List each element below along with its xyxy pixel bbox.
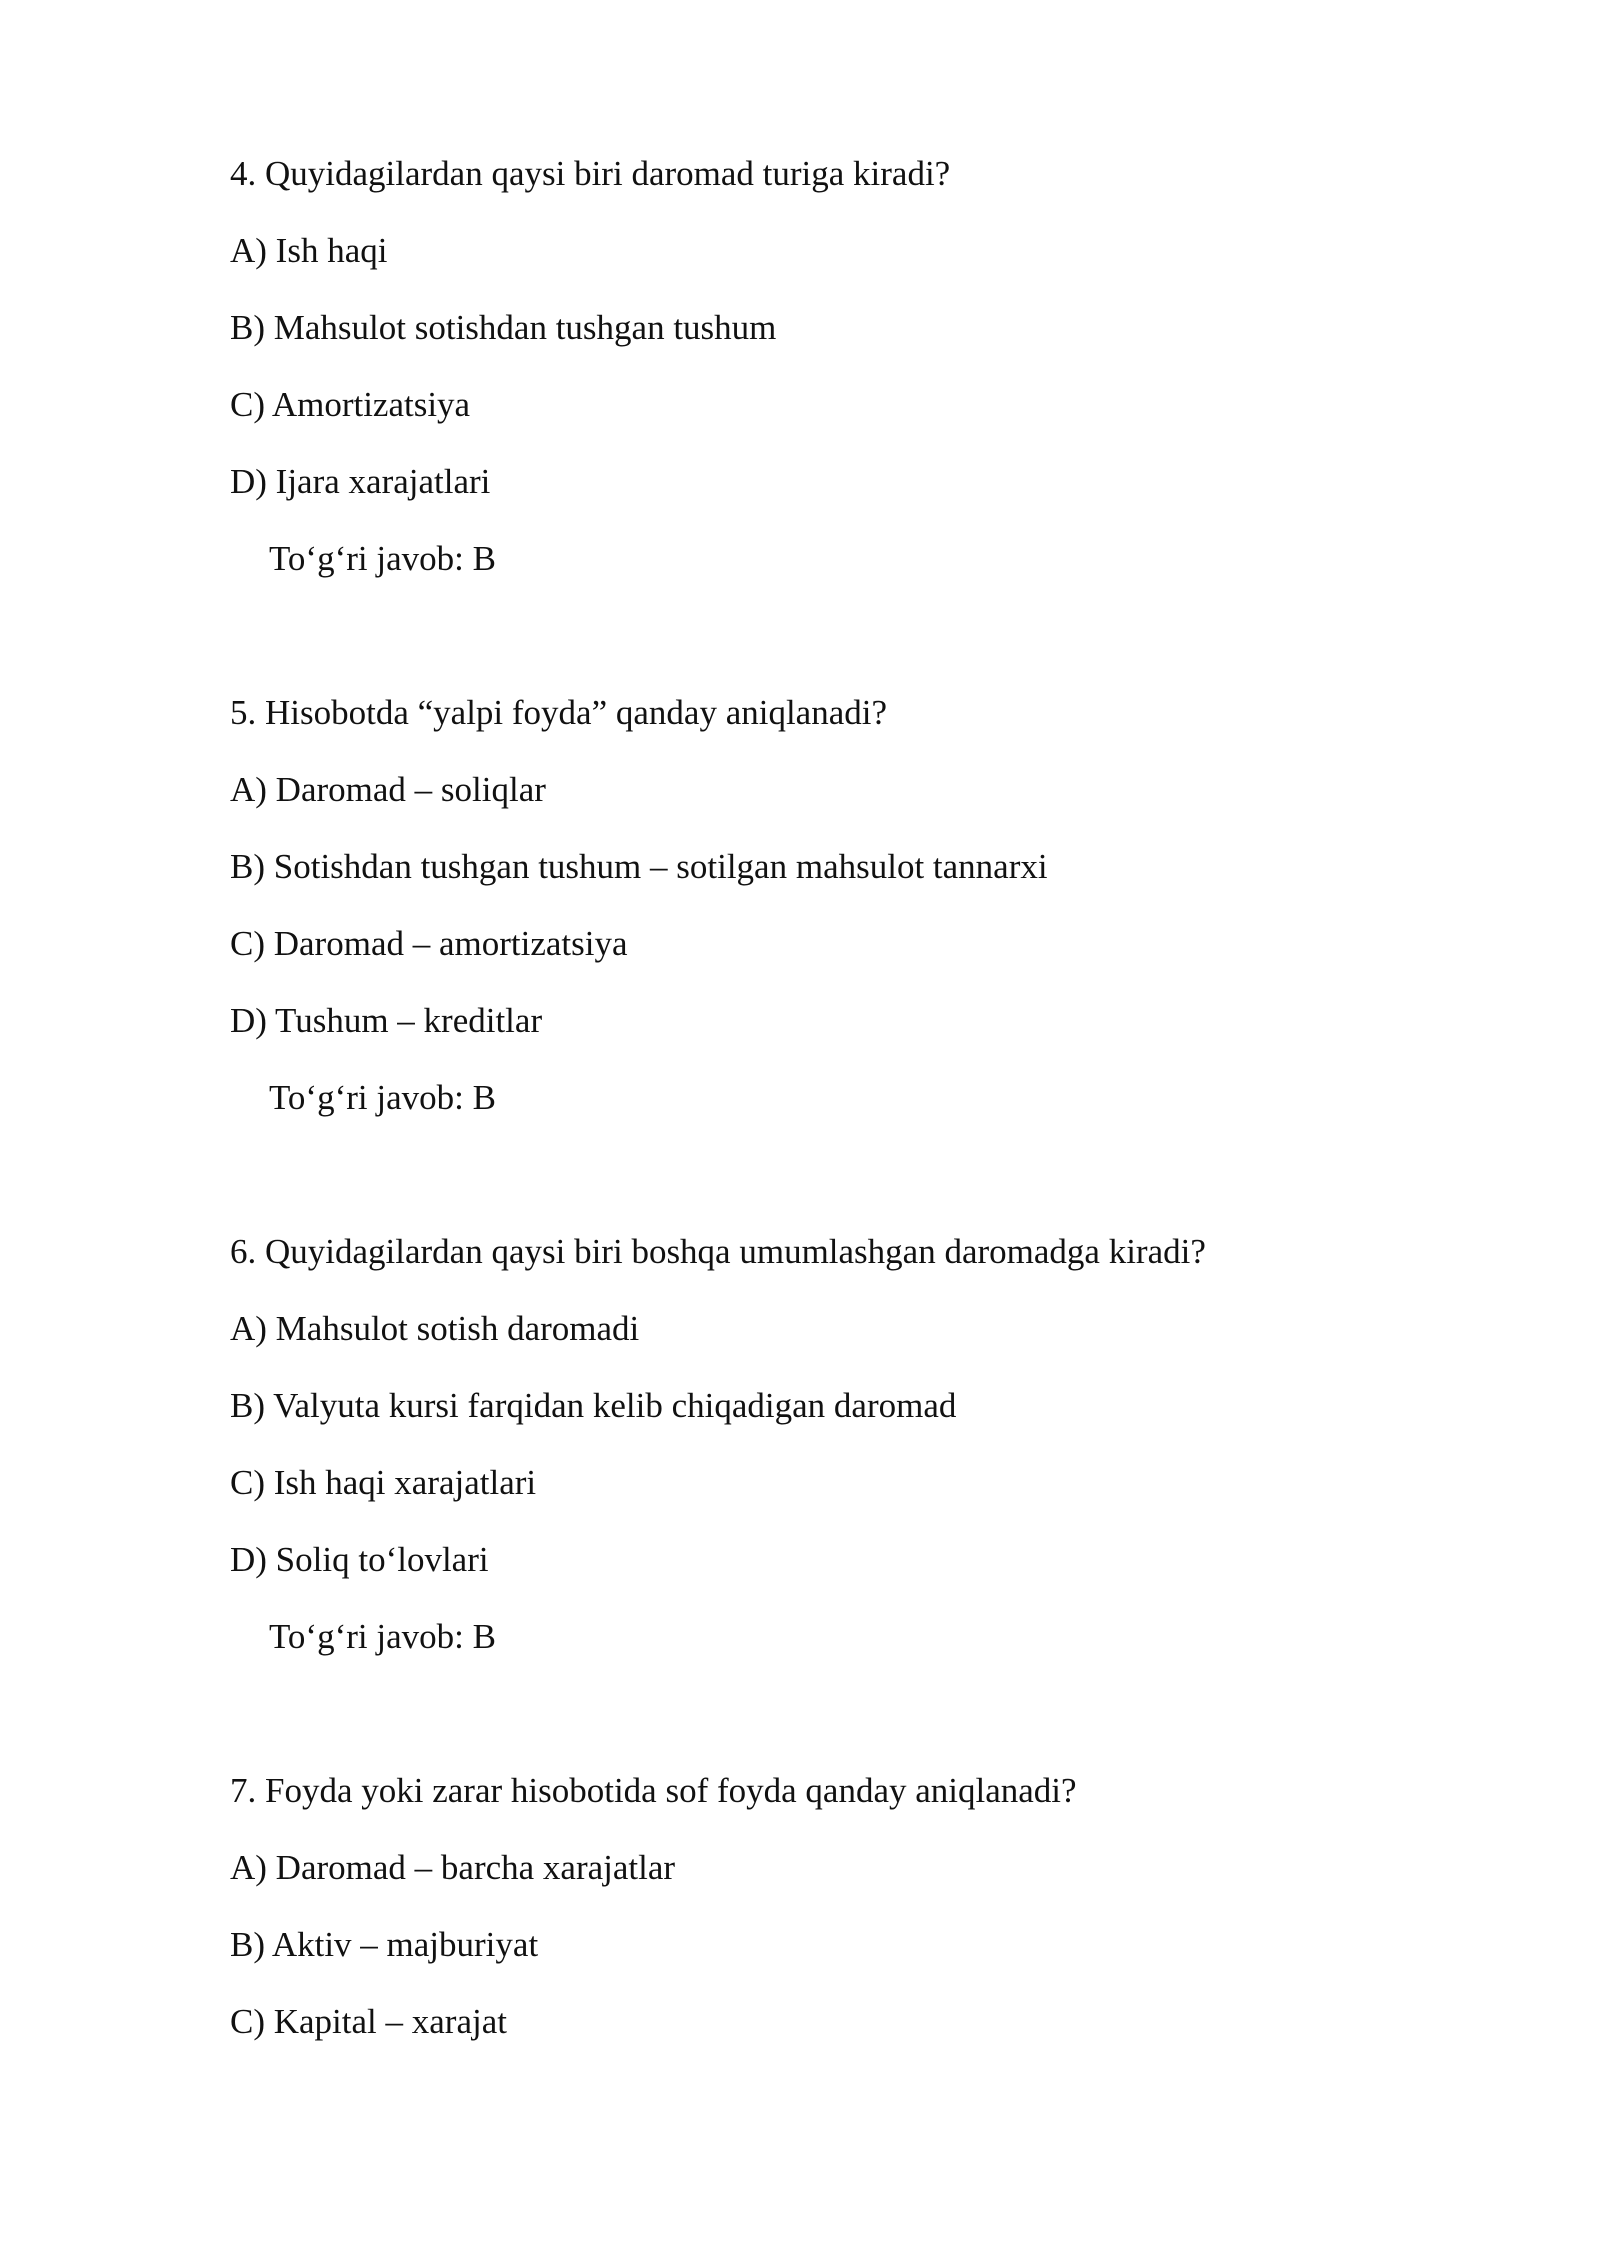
question-4-option-d: D) Ijara xarajatlari — [230, 462, 491, 501]
question-4-correct-answer: To‘g‘ri javob: B — [269, 539, 496, 578]
question-6-option-b: B) Valyuta kursi farqidan kelib chiqadigan daromad — [230, 1386, 957, 1425]
question-6-correct-answer: To‘g‘ri javob: B — [269, 1617, 496, 1656]
question-5-text: 5. Hisobotda “yalpi foyda” qanday aniqlanadi? — [230, 693, 888, 732]
question-6-option-d: D) Soliq to‘lovlari — [230, 1540, 489, 1579]
question-4-option-a: A) Ish haqi — [230, 231, 388, 270]
question-5-option-b: B) Sotishdan tushgan tushum – sotilgan mahsulot tannarxi — [230, 847, 1048, 886]
question-5-correct-answer: To‘g‘ri javob: B — [269, 1078, 496, 1117]
question-4-text: 4. Quyidagilardan qaysi biri daromad turiga kiradi? — [230, 154, 951, 193]
question-7-text: 7. Foyda yoki zarar hisobotida sof foyda qanday aniqlanadi? — [230, 1771, 1077, 1810]
question-5-option-c: C) Daromad – amortizatsiya — [230, 924, 628, 963]
question-5-option-d: D) Tushum – kreditlar — [230, 1001, 543, 1040]
question-6-text: 6. Quyidagilardan qaysi biri boshqa umumlashgan daromadga kiradi? — [230, 1232, 1206, 1271]
question-6-option-a: A) Mahsulot sotish daromadi — [230, 1309, 640, 1348]
question-4-option-b: B) Mahsulot sotishdan tushgan tushum — [230, 308, 777, 347]
question-4-option-c: C) Amortizatsiya — [230, 385, 471, 424]
question-7-option-b: B) Aktiv – majburiyat — [230, 1925, 539, 1964]
question-6-option-c: C) Ish haqi xarajatlari — [230, 1463, 537, 1502]
question-5-option-a: A) Daromad – soliqlar — [230, 770, 546, 809]
question-7-option-c: C) Kapital – xarajat — [230, 2002, 507, 2041]
question-7-option-a: A) Daromad – barcha xarajatlar — [230, 1848, 676, 1887]
